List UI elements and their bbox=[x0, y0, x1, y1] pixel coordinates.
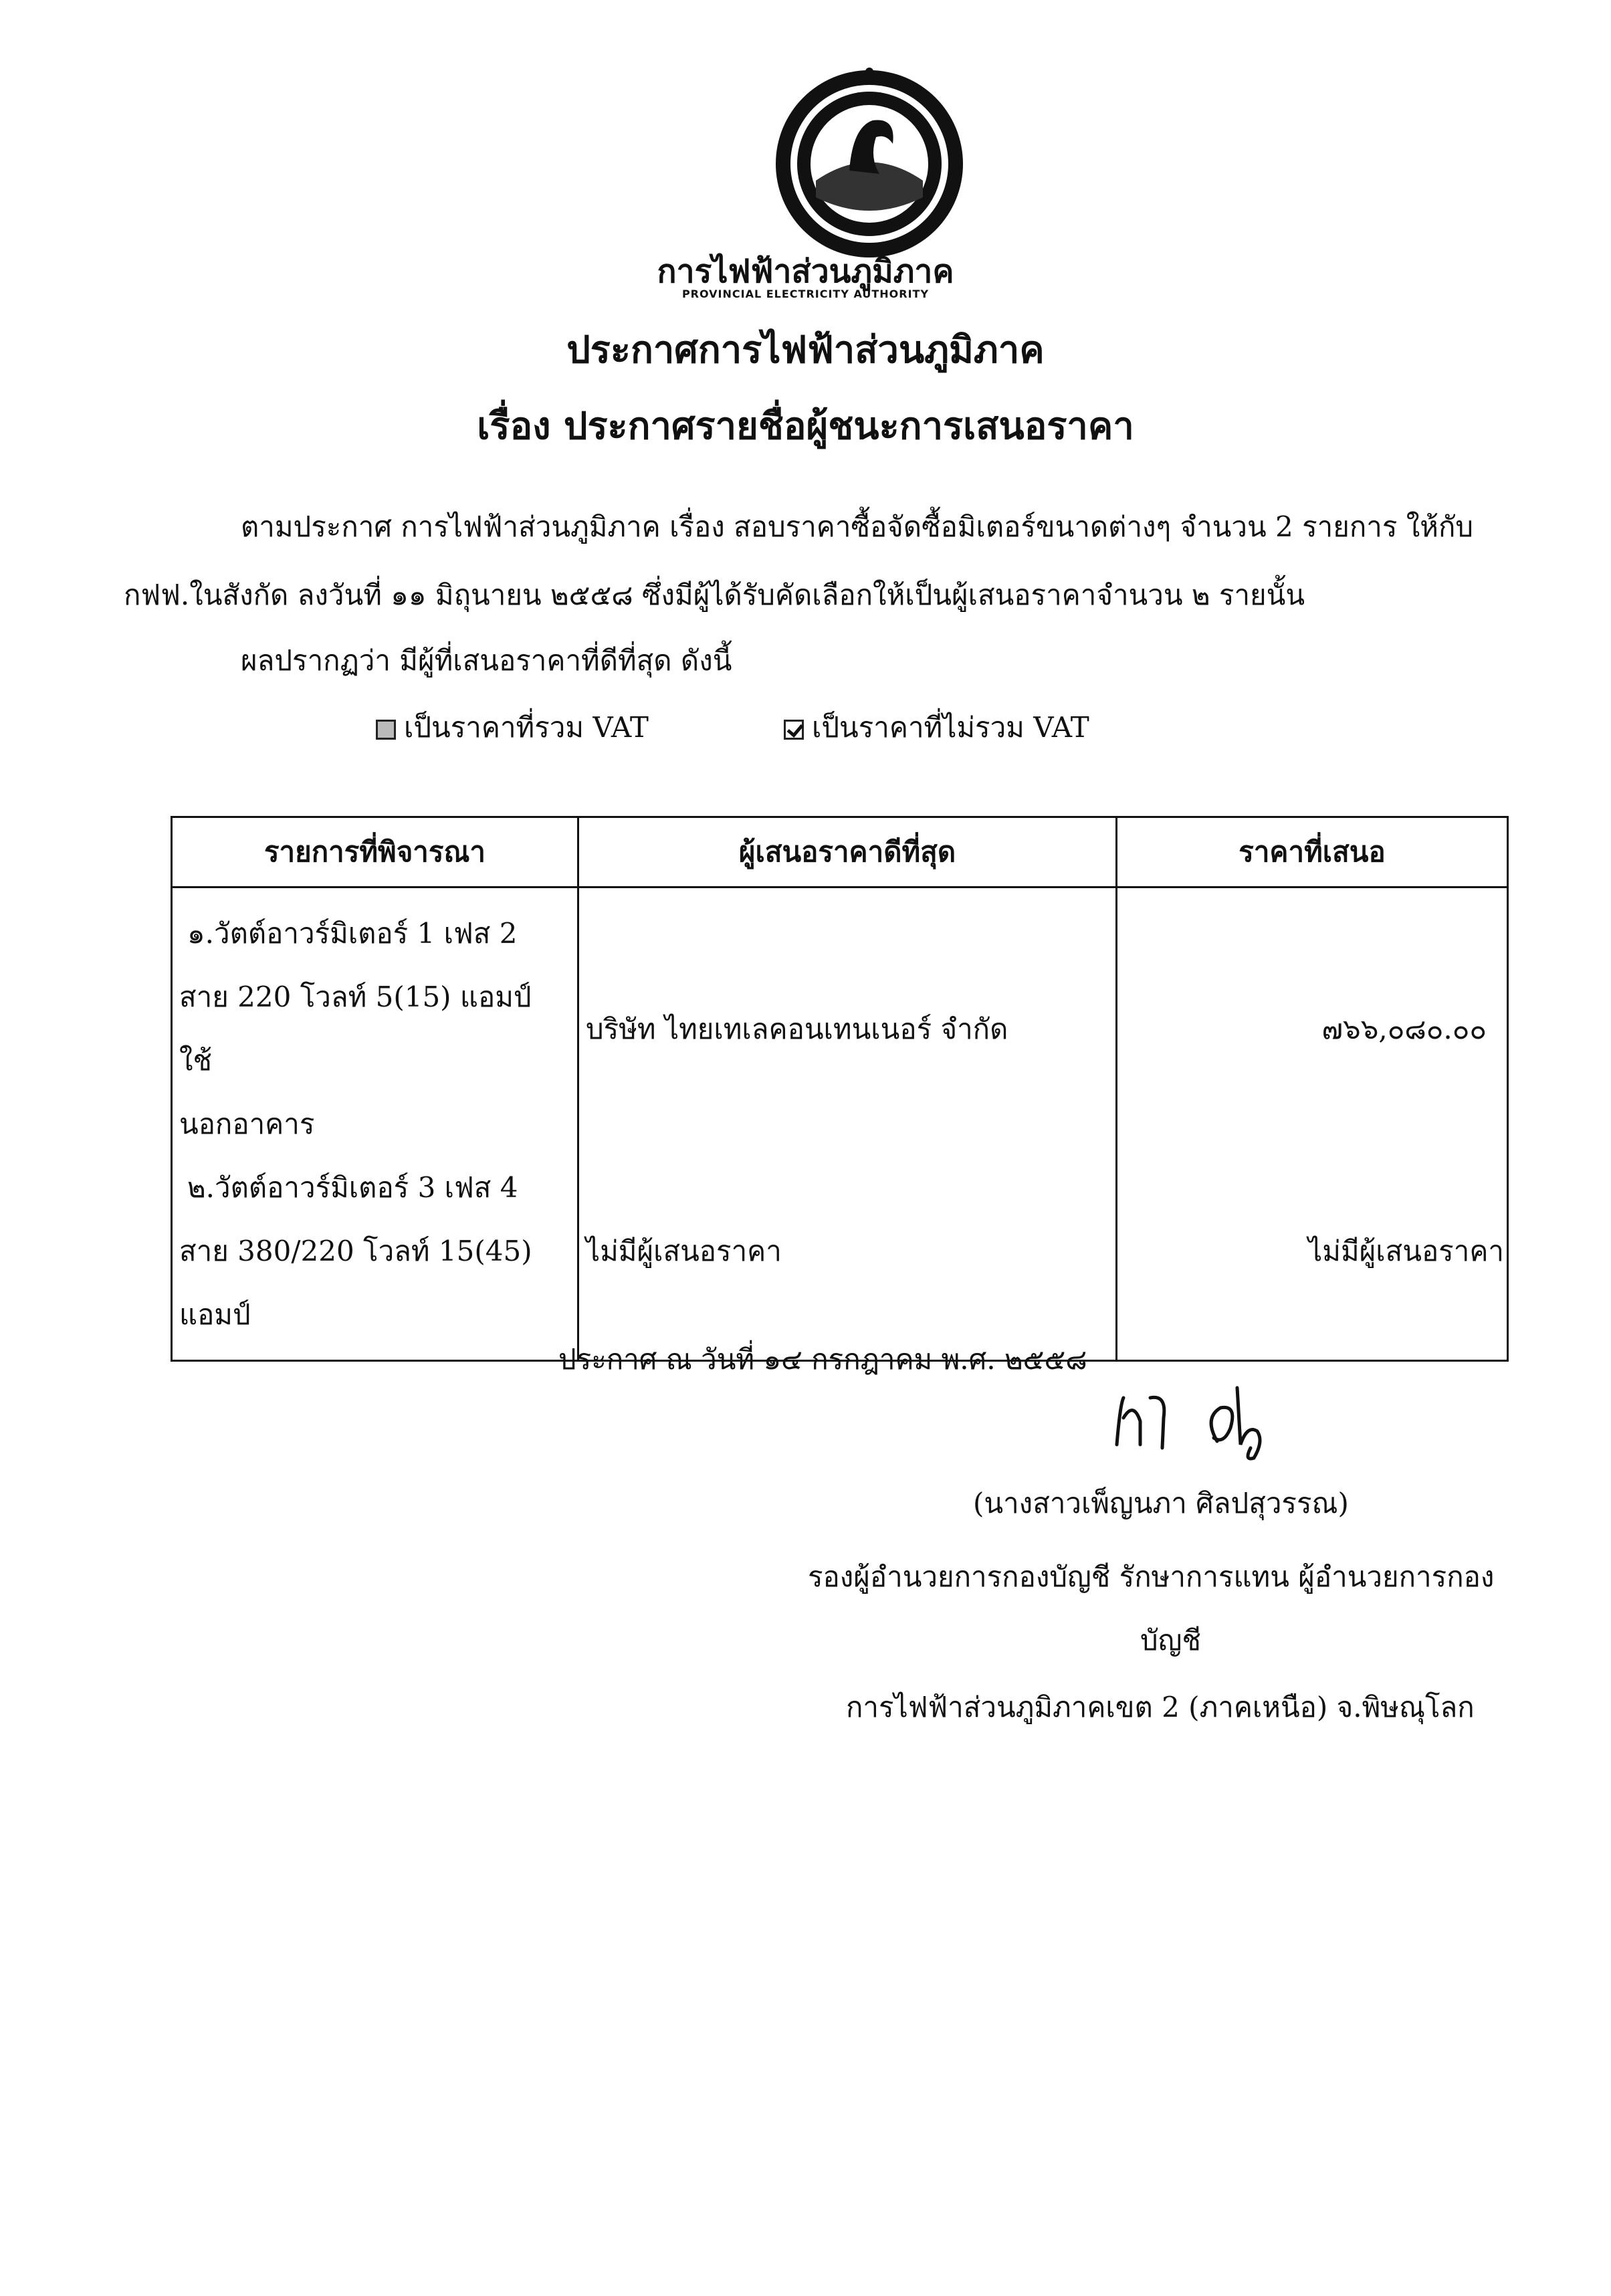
award-table bbox=[171, 816, 1509, 1362]
column-header-item: รายการที่พิจารณา bbox=[172, 817, 578, 888]
price-cell: ๗๖๖,๐๘๐.๐๐ bbox=[1117, 888, 1508, 1156]
item-line: ๒.วัตต์อาวร์มิเตอร์ 3 เฟส 4 bbox=[187, 1171, 518, 1204]
item-line: แอมป์ bbox=[179, 1298, 251, 1331]
bidder-cell: บริษัท ไทยเทเลคอนเทนเนอร์ จำกัด bbox=[578, 888, 1117, 1156]
item-line: สาย 380/220 โวลท์ 15(45) bbox=[179, 1235, 532, 1267]
bidder-cell: ไม่มีผู้เสนอราคา bbox=[578, 1156, 1117, 1361]
signer-position-line-2: บัญชี bbox=[1140, 1624, 1201, 1657]
signer-position-line-3: การไฟฟ้าส่วนภูมิภาคเขต 2 (ภาคเหนือ) จ.พิษณุโลก bbox=[846, 1691, 1475, 1724]
checkmark-icon bbox=[784, 720, 804, 740]
document-title: ประกาศการไฟฟ้าส่วนภูมิภาค bbox=[566, 328, 1045, 372]
table-row bbox=[172, 888, 1508, 1156]
signer-name: (นางสาวเพ็ญนภา ศิลปสุวรรณ) bbox=[973, 1487, 1349, 1520]
vat-option-included bbox=[376, 706, 649, 750]
pea-logo-seal bbox=[769, 64, 970, 264]
column-header-price: ราคาที่เสนอ bbox=[1117, 817, 1508, 888]
item-line: นอกอาคาร bbox=[179, 1108, 315, 1140]
paragraph-1-line-2: กฟฟ.ในสังกัด ลงวันที่ ๑๑ มิถุนายน ๒๕๕๘ ซึ่งมีผู้ได้รับคัดเลือกให้เป็นผู้เสนอราคาจำนวน ๒ รายนั้น bbox=[124, 579, 1305, 611]
item-line: สาย 220 โวลท์ 5(15) แอมป์ ใช้ bbox=[179, 980, 532, 1077]
document-subject: เรื่อง ประกาศรายชื่อผู้ชนะการเสนอราคา bbox=[477, 404, 1134, 448]
paragraph-1-line-1: ตามประกาศ การไฟฟ้าส่วนภูมิภาค เรื่อง สอบราคาซื้อจัดซื้อมิเตอร์ขนาดต่างๆ จำนวน 2 รายการ ให้กับ bbox=[241, 510, 1474, 543]
vat-excluded-label: เป็นราคาที่ไม่รวม VAT bbox=[812, 711, 1089, 744]
org-name-english: PROVINCIAL ELECTRICITY AUTHORITY bbox=[681, 288, 930, 300]
item-cell bbox=[172, 1156, 578, 1361]
column-header-bidder: ผู้เสนอราคาดีที่สุด bbox=[578, 817, 1117, 888]
org-name-thai: การไฟฟ้าส่วนภูมิภาค bbox=[657, 253, 954, 290]
vat-included-label: เป็นราคาที่รวม VAT bbox=[404, 711, 649, 744]
price-cell: ไม่มีผู้เสนอราคา bbox=[1117, 1156, 1508, 1361]
vat-option-excluded bbox=[784, 706, 1089, 750]
handwritten-signature bbox=[1103, 1378, 1317, 1465]
checkbox-icon bbox=[376, 720, 396, 740]
signer-position-line-1: รองผู้อำนวยการกองบัญชี รักษาการแทน ผู้อำนวยการกอง bbox=[808, 1560, 1495, 1593]
item-line: ๑.วัตต์อาวร์มิเตอร์ 1 เฟส 2 bbox=[187, 917, 518, 950]
announcement-date: ประกาศ ณ วันที่ ๑๔ กรกฎาคม พ.ศ. ๒๕๕๘ bbox=[558, 1343, 1087, 1376]
table-row bbox=[172, 1156, 1508, 1361]
paragraph-2: ผลปรากฏว่า มีผู้ที่เสนอราคาที่ดีที่สุด ดังนี้ bbox=[241, 644, 732, 677]
table-header-row bbox=[172, 817, 1508, 888]
item-cell bbox=[172, 888, 578, 1156]
